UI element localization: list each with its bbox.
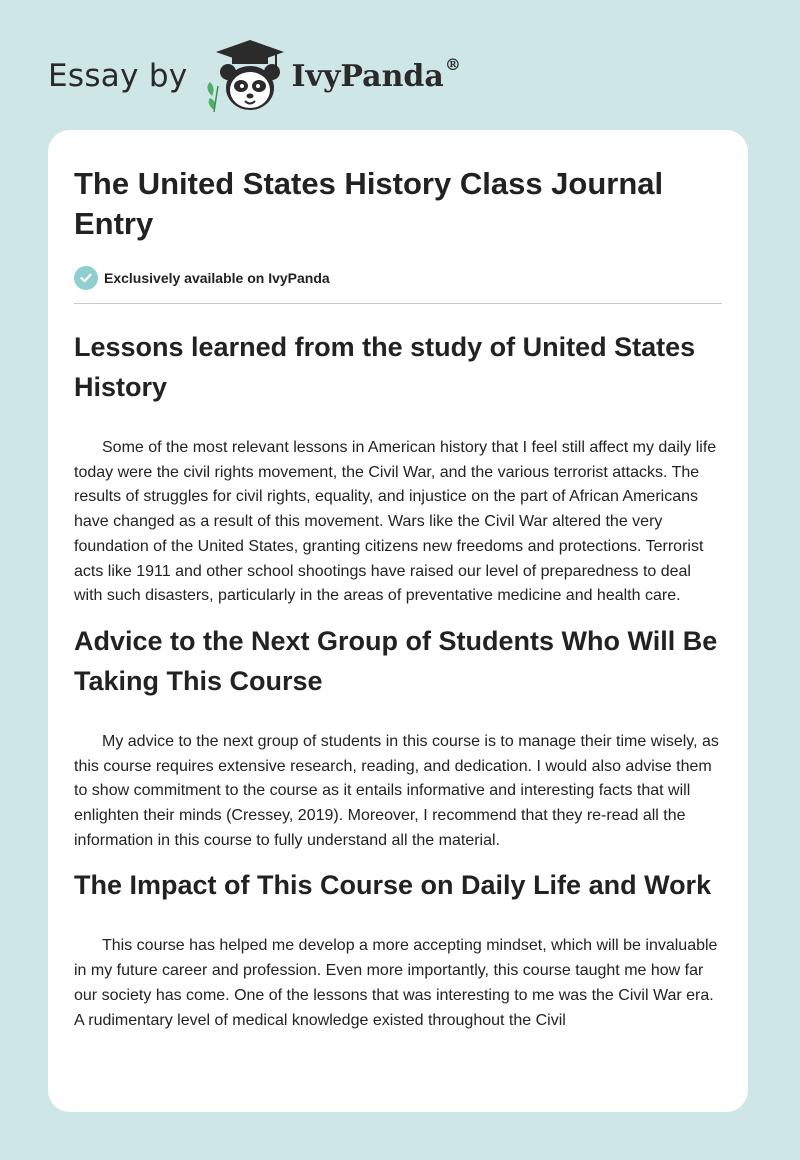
brand-prefix: Essay by: [48, 58, 188, 94]
section-advice: [74, 621, 722, 854]
section-paragraph: My advice to the next group of students in this course is to manage their time wisely, as this course requires extensive research, reading, and dedication. I would also advise them to show commitment to the course as it entails informative and interesting facts that will enlighten their minds (Cressey, 2019). Moreover, I recommend that they re-read all the information in this course to fully understand all the material.: [74, 732, 719, 849]
divider: [74, 303, 722, 304]
section-heading: The Impact of This Course on Daily Life and Work: [74, 870, 712, 901]
section-impact: [74, 865, 722, 1033]
section-paragraph: Some of the most relevant lessons in American history that I feel still affect my daily life today were the civil rights movement, the Civil War, and the various terrorist attacks. The results of struggles for civil rights, equality, and injustice on the part of African Americans have changed as a result of this movement. Wars like the Civil War altered the very foundation of the United States, granting citizens new freedoms and protections. Terrorist acts like 1911 and other school shootings have raised our level of preparedness to deal with such disasters, particularly in the areas of preventative medicine and health care.: [74, 439, 717, 605]
brand-name: IvyPanda®: [291, 54, 461, 94]
page-title: The United States History Class Journal Entry: [74, 166, 664, 241]
registered-mark: ®: [444, 54, 461, 74]
badge-label: Exclusively available on IvyPanda: [104, 270, 330, 286]
essay-card: [48, 130, 748, 1112]
section-paragraph: This course has helped me develop a more accepting mindset, which will be invaluable in my future career and profession. Even more importantly, this course taught me how far our society has come. One of the lessons that was interesting to me was the Civil War era. A rudimentary level of medical knowledge existed throughout the Civil: [74, 937, 718, 1029]
brand-header: [48, 36, 461, 116]
check-circle-icon: [74, 266, 98, 290]
exclusive-badge: [74, 266, 722, 290]
section-heading: Advice to the Next Group of Students Who Will Be Taking This Course: [74, 625, 718, 696]
section-lessons-learned: [74, 327, 722, 609]
section-heading: Lessons learned from the study of United States History: [74, 332, 696, 402]
panda-graduate-logo-icon[interactable]: [202, 38, 286, 114]
